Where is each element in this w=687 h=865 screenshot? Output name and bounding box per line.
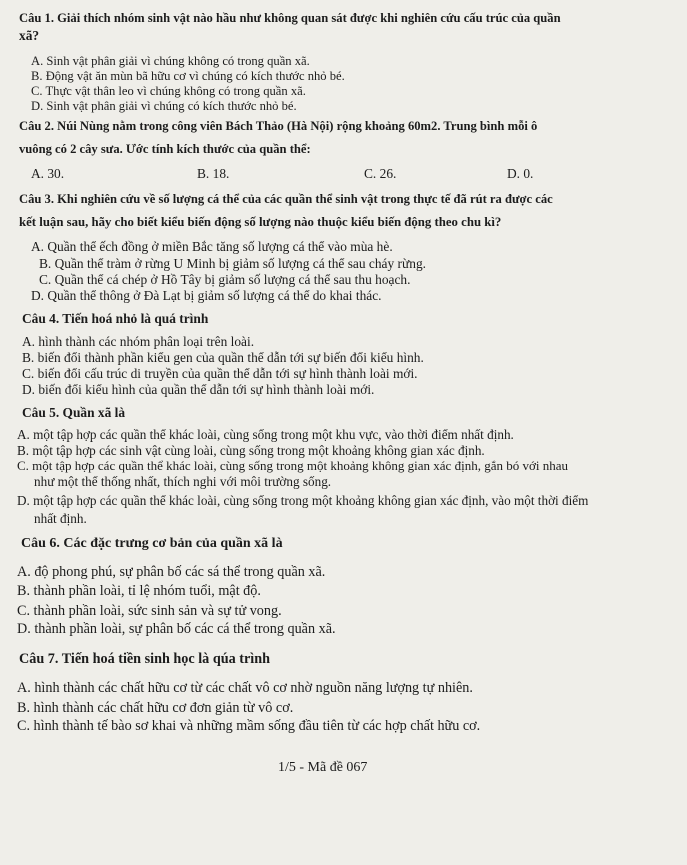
q5-option-c-line1: C. một tập hợp các quần thể khác loài, cùng sống trong một khoảng không gian xác định, gắn bó với nhau xyxy=(17,458,568,473)
q1-stem-line2: xã? xyxy=(19,28,40,43)
q1-option-b: B. Động vật ăn mùn bã hữu cơ vì chúng có kích thước nhỏ bé. xyxy=(31,69,345,83)
q4-stem: Câu 4. Tiến hoá nhỏ là quá trình xyxy=(22,311,209,326)
q4-option-c: C. biến đổi cấu trúc di truyền của quần thể dẫn tới sự hình thành loài mới. xyxy=(22,366,418,381)
q5-stem: Câu 5. Quần xã là xyxy=(22,405,126,420)
q4-option-b: B. biến đổi thành phần kiểu gen của quần thể dẫn tới sự biến đổi kiểu hình. xyxy=(22,350,424,365)
q2-option-d: D. 0. xyxy=(507,166,534,181)
q3-stem-line2: kết luận sau, hãy cho biết kiểu biến động số lượng nào thuộc kiểu biến động theo chu kì? xyxy=(19,215,502,229)
q2-option-a: A. 30. xyxy=(31,166,65,181)
q3-option-a: A. Quần thể ếch đồng ở miền Bắc tăng số lượng cá thể vào mùa hè. xyxy=(31,239,393,254)
q7-stem: Câu 7. Tiến hoá tiền sinh học là qúa trình xyxy=(19,651,270,667)
q2-stem-line2: vuông có 2 cây sưa. Ước tính kích thước của quần thể: xyxy=(19,142,311,156)
q6-option-c: C. thành phần loài, sức sinh sản và sự tử vong. xyxy=(17,603,282,619)
q7-option-a: A. hình thành các chất hữu cơ từ các chất vô cơ nhờ nguồn năng lượng tự nhiên. xyxy=(17,680,473,696)
q5-option-b: B. một tập hợp các sinh vật cùng loài, cùng sống trong một khoảng không gian xác định. xyxy=(17,443,485,458)
q5-option-d-line1: D. một tập hợp các quần thể khác loài, cùng sống trong một khoảng không gian xác định, vào một thời điểm xyxy=(17,493,589,508)
q4-option-a: A. hình thành các nhóm phân loại trên loài. xyxy=(22,334,255,349)
page-footer: 1/5 - Mã đề 067 xyxy=(278,760,368,775)
q2-stem-line1: Câu 2. Núi Nùng nằm trong công viên Bách Thảo (Hà Nội) rộng khoảng 60m2. Trung bình mỗi ô xyxy=(19,119,538,133)
q5-option-c-line2: như một thể thống nhất, thích nghi với môi trường sống. xyxy=(34,474,332,489)
q1-option-d: D. Sinh vật phân giải vì chúng có kích thước nhỏ bé. xyxy=(31,99,297,113)
q1-option-c: C. Thực vật thân leo vì chúng không có trong quần xã. xyxy=(31,84,306,98)
q1-stem-line1: Câu 1. Giải thích nhóm sinh vật nào hầu như không quan sát được khi nghiên cứu cấu trúc của quần xyxy=(19,11,561,25)
q3-option-c: C. Quần thể cá chép ở Hồ Tây bị giảm số lượng cá thể sau thu hoạch. xyxy=(39,272,411,287)
q6-option-a: A. độ phong phú, sự phân bố các sá thể trong quần xã. xyxy=(17,564,326,580)
q6-option-d: D. thành phần loài, sự phân bố các cá thể trong quần xã. xyxy=(17,621,336,637)
q4-option-d: D. biến đổi kiểu hình của quần thể dẫn tới sự hình thành loài mới. xyxy=(22,382,375,397)
q1-option-a: A. Sinh vật phân giải vì chúng không có trong quần xã. xyxy=(31,54,310,68)
q7-option-c: C. hình thành tế bào sơ khai và những mầm sống đầu tiên từ các hợp chất hữu cơ. xyxy=(17,718,481,734)
q6-stem: Câu 6. Các đặc trưng cơ bản của quần xã là xyxy=(21,536,283,551)
q2-option-c: C. 26. xyxy=(364,166,397,181)
q3-option-d: D. Quần thể thông ở Đà Lạt bị giảm số lượng cá thể do khai thác. xyxy=(31,288,382,303)
q7-option-b: B. hình thành các chất hữu cơ đơn giản từ vô cơ. xyxy=(17,700,294,716)
q3-option-b: B. Quần thể tràm ở rừng U Minh bị giảm số lượng cá thể sau cháy rừng. xyxy=(39,256,426,271)
q2-option-b: B. 18. xyxy=(197,166,230,181)
q5-option-d-line2: nhất định. xyxy=(34,511,87,526)
q5-option-a: A. một tập hợp các quần thể khác loài, cùng sống trong một khu vực, vào thời điểm nhất định. xyxy=(17,427,514,442)
q6-option-b: B. thành phần loài, tỉ lệ nhóm tuổi, mật độ. xyxy=(17,583,261,599)
q3-stem-line1: Câu 3. Khi nghiên cứu về số lượng cá thể của các quần thể sinh vật trong thực tế đã rút ra được các xyxy=(19,192,553,206)
